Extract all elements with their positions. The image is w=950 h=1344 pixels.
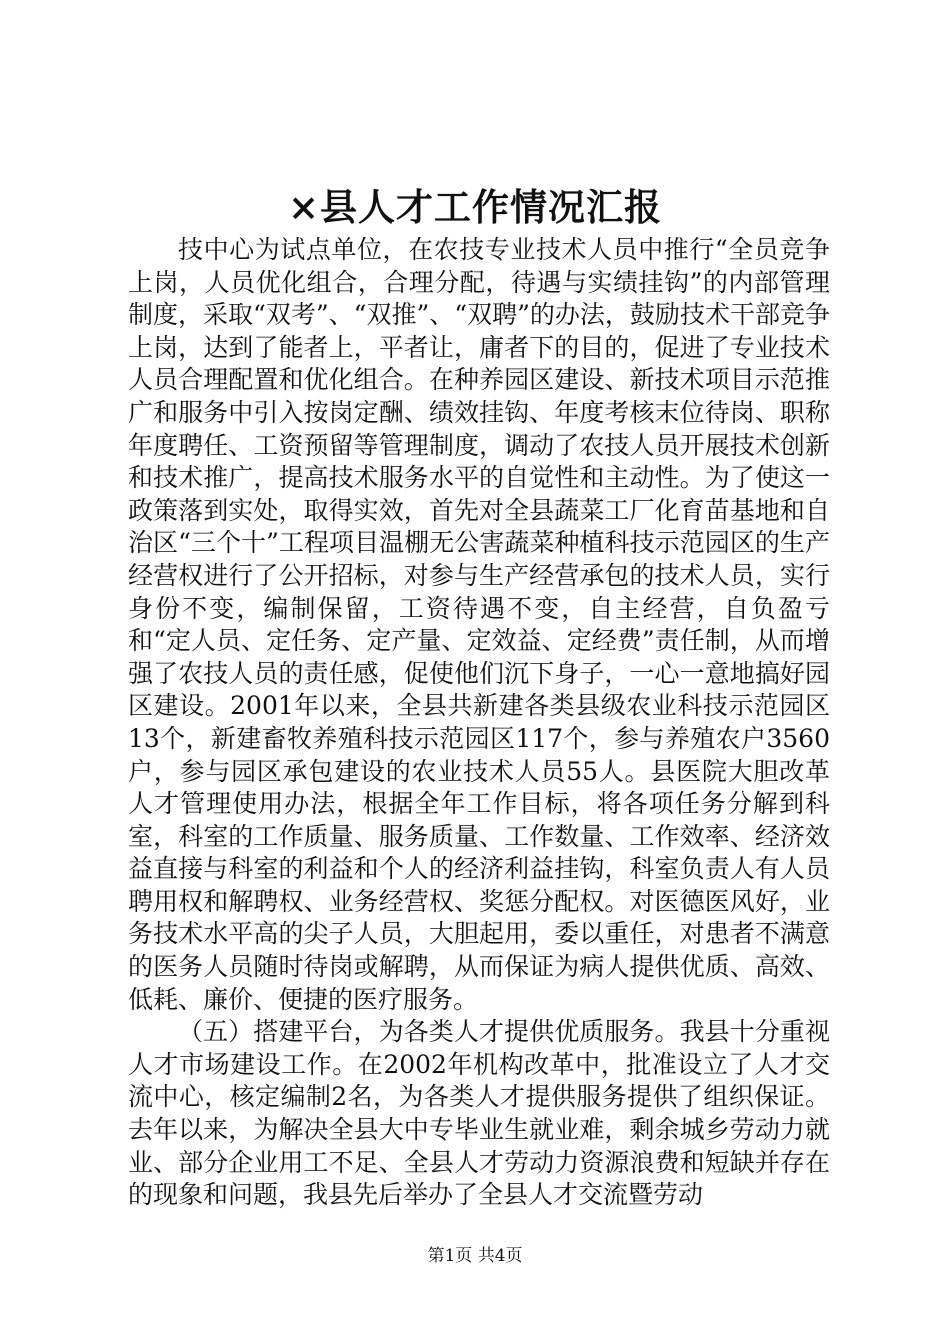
document-body [128,234,830,1212]
document-title: ×县人才工作情况汇报 [287,185,662,229]
body-paragraph-1: 技中心为试点单位，在农技专业技术人员中推行“全员竞争上岗，人员优化组合，合理分配，待遇与实绩挂钩”的内部管理制度，采取“双考”、“双推”、“双聘”的办法，鼓励技术干部竞争上岗，达到了能者上，平者让，庸者下的目的，促进了专业技术人员合理配置和优化组合。在种养园区建设、新技术项目示范推广和服务中引入按岗定酬、绩效挂钩、年度考核末位待岗、职称年度聘任、工资预留等管理制度，调动了农技人员开展技术创新和技术推广，提高技术服务水平的自觉性和主动性。为了使这一政策落到实处，取得实效，首先对全县蔬菜工厂化育苗基地和自治区“三个十”工程项目温棚无公害蔬菜种植科技示范园区的生产经营权进行了公开招标，对参与生产经营承包的技术人员，实行身份不变，编制保留，工资待遇不变，自主经营，自负盈亏和“定人员、定任务、定产量、定效益、定经费”责任制，从而增强了农技人员的责任感，促使他们沉下身子，一心一意地搞好园区建设。2001年以来，全县共新建各类县级农业科技示范园区13个，新建畜牧养殖科技示范园区117个，参与养殖农户3560户，参与园区承包建设的农业技术人员55人。县医院大胆改革人才管理使用办法，根据全年工作目标，将各项任务分解到科室，科室的工作质量、服务质量、工作数量、工作效率、经济效益直接与科室的利益和个人的经济利益挂钩，科室负责人有人员聘用权和解聘权、业务经营权、奖惩分配权。对医德医风好，业务技术水平高的尖子人员，大胆起用，委以重任，对患者不满意的医务人员随时待岗或解聘，从而保证为病人提供优质、高效、低耗、廉价、便捷的医疗服务。 [128,235,830,1014]
body-paragraph-2: （五）搭建平台，为各类人才提供优质服务。我县十分重视人才市场建设工作。在2002年机构改革中，批准设立了人才交流中心，核定编制2名，为各类人才提供服务提供了组织保证。去年以来，为解决全县大中专毕业生就业难，剩余城乡劳动力就业、部分企业用工不足、全县人才劳动力资源浪费和短缺并存在的现象和问题，我县先后举办了全县人才交流暨劳动 [128,1017,830,1210]
page-footer: 第1页 共4页 [427,1246,523,1266]
